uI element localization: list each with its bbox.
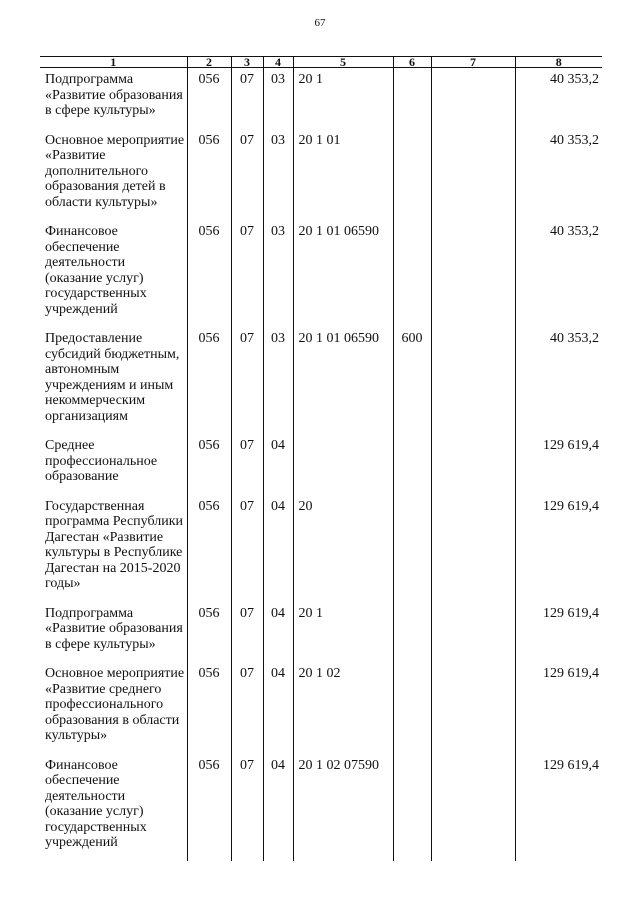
cell-amount: 129 619,4 xyxy=(515,662,602,754)
cell-amount: 129 619,4 xyxy=(515,754,602,861)
column-header: 5 xyxy=(293,57,393,68)
cell-col7 xyxy=(431,129,515,221)
row-name: Государственная программа Республики Дагестан «Развитие культуры в Республике Дагестан на 2015-2020 годы» xyxy=(40,495,187,602)
cell-col3: 07 xyxy=(231,220,263,327)
cell-col5: 20 1 01 06590 xyxy=(293,327,393,434)
cell-col6 xyxy=(393,495,431,602)
cell-col2: 056 xyxy=(187,434,231,495)
cell-col3: 07 xyxy=(231,662,263,754)
table-row xyxy=(40,327,602,434)
column-header: 6 xyxy=(393,57,431,68)
cell-col4: 04 xyxy=(263,662,293,754)
cell-col6 xyxy=(393,602,431,663)
cell-col4: 03 xyxy=(263,220,293,327)
page-number: 67 xyxy=(314,17,326,29)
table-row xyxy=(40,754,602,861)
cell-col6 xyxy=(393,68,431,129)
cell-col2: 056 xyxy=(187,495,231,602)
table-row xyxy=(40,129,602,221)
cell-col2: 056 xyxy=(187,662,231,754)
table-body xyxy=(40,68,602,861)
row-name: Среднее профессиональное образование xyxy=(40,434,187,495)
table-row xyxy=(40,602,602,663)
cell-col2: 056 xyxy=(187,327,231,434)
cell-col7 xyxy=(431,754,515,861)
cell-col6 xyxy=(393,129,431,221)
cell-col4: 04 xyxy=(263,754,293,861)
cell-col4: 04 xyxy=(263,495,293,602)
cell-col5: 20 1 01 xyxy=(293,129,393,221)
cell-col2: 056 xyxy=(187,602,231,663)
cell-col5: 20 1 xyxy=(293,602,393,663)
cell-col7 xyxy=(431,220,515,327)
cell-col2: 056 xyxy=(187,129,231,221)
cell-col2: 056 xyxy=(187,754,231,861)
column-header: 7 xyxy=(431,57,515,68)
cell-amount: 129 619,4 xyxy=(515,434,602,495)
cell-col2: 056 xyxy=(187,68,231,129)
cell-col4: 04 xyxy=(263,434,293,495)
cell-amount: 40 353,2 xyxy=(515,327,602,434)
row-name: Финансовое обеспечение деятельности (оказание услуг) государственных учреждений xyxy=(40,220,187,327)
table-row xyxy=(40,220,602,327)
cell-col3: 07 xyxy=(231,327,263,434)
cell-col4: 03 xyxy=(263,327,293,434)
cell-col7 xyxy=(431,68,515,129)
table-row xyxy=(40,434,602,495)
cell-col3: 07 xyxy=(231,602,263,663)
budget-table xyxy=(40,56,602,861)
cell-amount: 129 619,4 xyxy=(515,495,602,602)
cell-col5: 20 1 xyxy=(293,68,393,129)
cell-col6 xyxy=(393,434,431,495)
column-header: 1 xyxy=(40,57,187,68)
cell-col4: 03 xyxy=(263,129,293,221)
cell-col5: 20 1 02 xyxy=(293,662,393,754)
cell-col3: 07 xyxy=(231,68,263,129)
cell-col5: 20 xyxy=(293,495,393,602)
cell-col5: 20 1 01 06590 xyxy=(293,220,393,327)
table-row xyxy=(40,68,602,129)
cell-col7 xyxy=(431,662,515,754)
cell-col3: 07 xyxy=(231,129,263,221)
column-header: 8 xyxy=(515,57,602,68)
cell-col2: 056 xyxy=(187,220,231,327)
cell-col7 xyxy=(431,495,515,602)
cell-col7 xyxy=(431,602,515,663)
cell-amount: 40 353,2 xyxy=(515,220,602,327)
cell-col5 xyxy=(293,434,393,495)
cell-col3: 07 xyxy=(231,754,263,861)
cell-amount: 40 353,2 xyxy=(515,129,602,221)
cell-col3: 07 xyxy=(231,434,263,495)
table-row xyxy=(40,495,602,602)
row-name: Подпрограмма «Развитие образования в сфере культуры» xyxy=(40,602,187,663)
column-header: 4 xyxy=(263,57,293,68)
table-row xyxy=(40,662,602,754)
cell-col5: 20 1 02 07590 xyxy=(293,754,393,861)
cell-col6: 600 xyxy=(393,327,431,434)
cell-amount: 40 353,2 xyxy=(515,68,602,129)
cell-col4: 03 xyxy=(263,68,293,129)
row-name: Подпрограмма «Развитие образования в сфере культуры» xyxy=(40,68,187,129)
column-header: 2 xyxy=(187,57,231,68)
row-name: Финансовое обеспечение деятельности (оказание услуг) государственных учреждений xyxy=(40,754,187,861)
cell-col4: 04 xyxy=(263,602,293,663)
cell-col6 xyxy=(393,754,431,861)
row-name: Основное мероприятие «Развитие дополнительного образования детей в области культуры» xyxy=(40,129,187,221)
cell-col6 xyxy=(393,662,431,754)
cell-col7 xyxy=(431,327,515,434)
cell-amount: 129 619,4 xyxy=(515,602,602,663)
row-name: Основное мероприятие «Развитие среднего профессионального образования в области культуры» xyxy=(40,662,187,754)
header-row xyxy=(40,57,602,68)
cell-col3: 07 xyxy=(231,495,263,602)
cell-col6 xyxy=(393,220,431,327)
column-header: 3 xyxy=(231,57,263,68)
row-name: Предоставление субсидий бюджетным, автономным учреждениям и иным некоммерческим организациям xyxy=(40,327,187,434)
cell-col7 xyxy=(431,434,515,495)
